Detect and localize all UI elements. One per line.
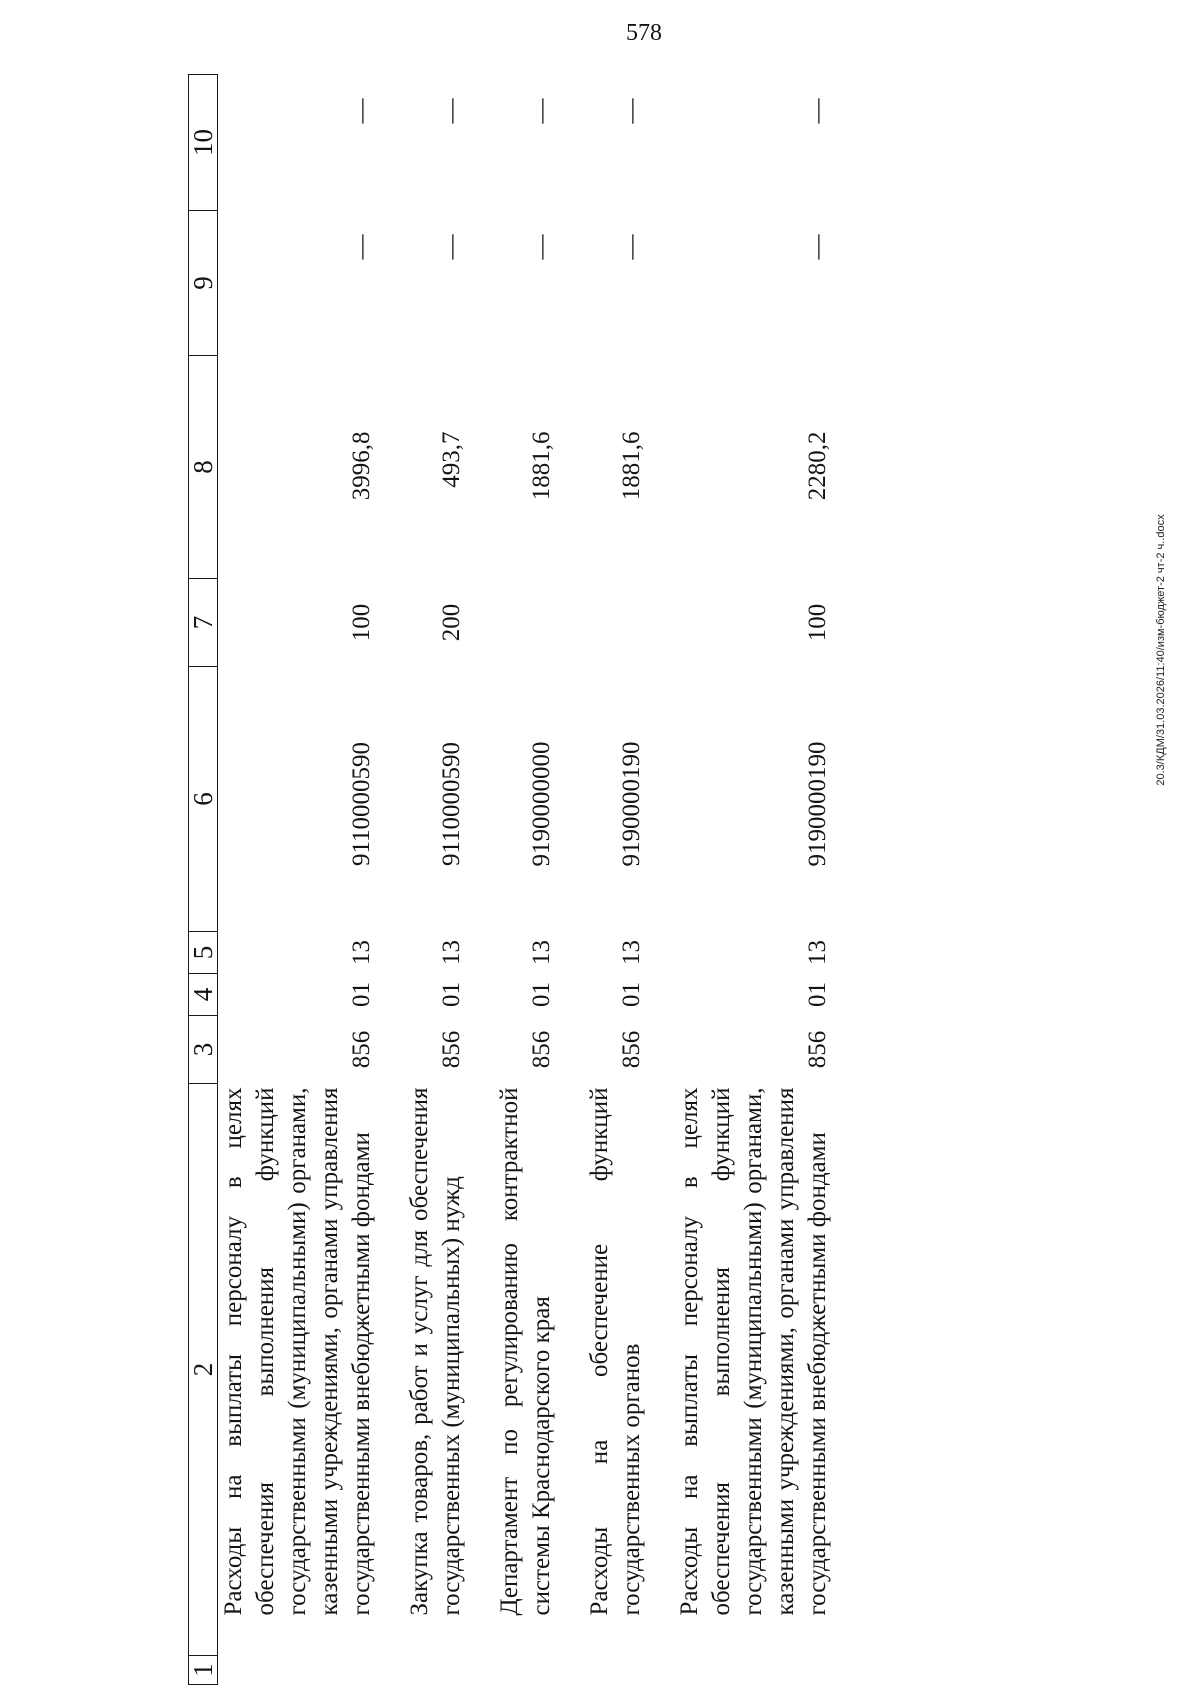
cell-col-6: 9190000190: [804, 741, 831, 867]
cell-col-5: 13: [804, 940, 831, 965]
row-description: Закупка товаров, работ и услуг для обеспечения государственных (муниципальных) нужд: [406, 1087, 465, 1616]
cell-col-10: —: [348, 98, 375, 124]
cell-col-4: 01: [804, 982, 831, 1007]
cell-col-8: 493,7: [438, 431, 465, 488]
header-col-8: 8: [189, 356, 218, 579]
header-col-3: 3: [189, 1016, 218, 1084]
cell-col-7: 200: [438, 603, 465, 642]
budget-table-rotated: [188, 75, 1028, 1685]
row-description: Расходы на выплаты персоналу в целях обеспечения выполнения функций государственными (муниципальными) органами, казенными учреждениями, органами управления государственными внебюджетными фондами: [676, 1087, 831, 1616]
cell-col-4: 01: [618, 982, 645, 1007]
table-row: [494, 75, 558, 1685]
header-col-7: 7: [189, 579, 218, 667]
header-col-6: 6: [189, 667, 218, 932]
table-row: [584, 75, 648, 1685]
cell-col-10: —: [804, 98, 831, 124]
cell-col-3: 856: [438, 1030, 465, 1069]
cell-col-7: [494, 579, 558, 667]
cell-col-9: —: [804, 234, 831, 260]
header-col-2: 2: [189, 1084, 218, 1656]
cell-col-8: 1881,6: [528, 431, 555, 501]
budget-table: [188, 74, 834, 1685]
header-col-9: 9: [189, 211, 218, 356]
cell-col-7: [584, 579, 648, 667]
row-description: Департамент по регулированию контрактной системы Краснодарского края: [496, 1087, 555, 1616]
cell-col-4: 01: [528, 982, 555, 1007]
row-description: Расходы на выплаты персоналу в целях обеспечения выполнения функций государственными (муниципальными) органами, казенными учреждениями, органами управления государственными внебюджетными фондами: [220, 1087, 375, 1616]
cell-col-6: 9190000000: [528, 741, 555, 867]
row-spacer: [648, 75, 674, 1685]
cell-col-10: —: [528, 98, 555, 124]
table-row: [404, 75, 468, 1685]
header-col-10: 10: [189, 75, 218, 211]
cell-col-7: 100: [804, 603, 831, 642]
header-col-4: 4: [189, 974, 218, 1016]
row-spacer: [378, 75, 404, 1685]
cell-col-7: 100: [348, 603, 375, 642]
cell-col-10: —: [618, 98, 645, 124]
cell-col-9: —: [528, 234, 555, 260]
header-col-5: 5: [189, 932, 218, 974]
cell-col-6: 9190000190: [618, 741, 645, 867]
table-row: [674, 75, 834, 1685]
cell-col-8: 2280,2: [804, 431, 831, 501]
row-description: Расходы на обеспечение функций государственных органов: [586, 1087, 645, 1616]
footer-text: 20.3/КДМ/31.03.2026/11:40/изм-бюджет-2 чт-2 ч..docx: [1155, 514, 1167, 786]
cell-col-8: 3996,8: [348, 431, 375, 501]
cell-col-9: —: [618, 234, 645, 260]
cell-col-5: 13: [348, 940, 375, 965]
cell-col-6: 9110000590: [348, 741, 375, 867]
cell-col-3: 856: [618, 1030, 645, 1069]
header-col-1: 1: [189, 1656, 218, 1685]
cell-col-10: —: [438, 98, 465, 124]
footer: [1150, 60, 1172, 1240]
row-spacer: [468, 75, 494, 1685]
page-number: 578: [626, 20, 662, 46]
cell-col-8: 1881,6: [618, 431, 645, 501]
cell-col-5: 13: [528, 940, 555, 965]
table-header-row: [189, 75, 218, 1685]
cell-col-5: 13: [438, 940, 465, 965]
cell-col-4: 01: [438, 982, 465, 1007]
cell-col-9: —: [348, 234, 375, 260]
cell-col-3: 856: [348, 1030, 375, 1069]
cell-col-6: 9110000590: [438, 741, 465, 867]
cell-col-3: 856: [804, 1030, 831, 1069]
table-row: [218, 75, 379, 1685]
cell-col-9: —: [438, 234, 465, 260]
cell-col-5: 13: [618, 940, 645, 965]
row-spacer: [558, 75, 584, 1685]
cell-col-4: 01: [348, 982, 375, 1007]
cell-col-3: 856: [528, 1030, 555, 1069]
